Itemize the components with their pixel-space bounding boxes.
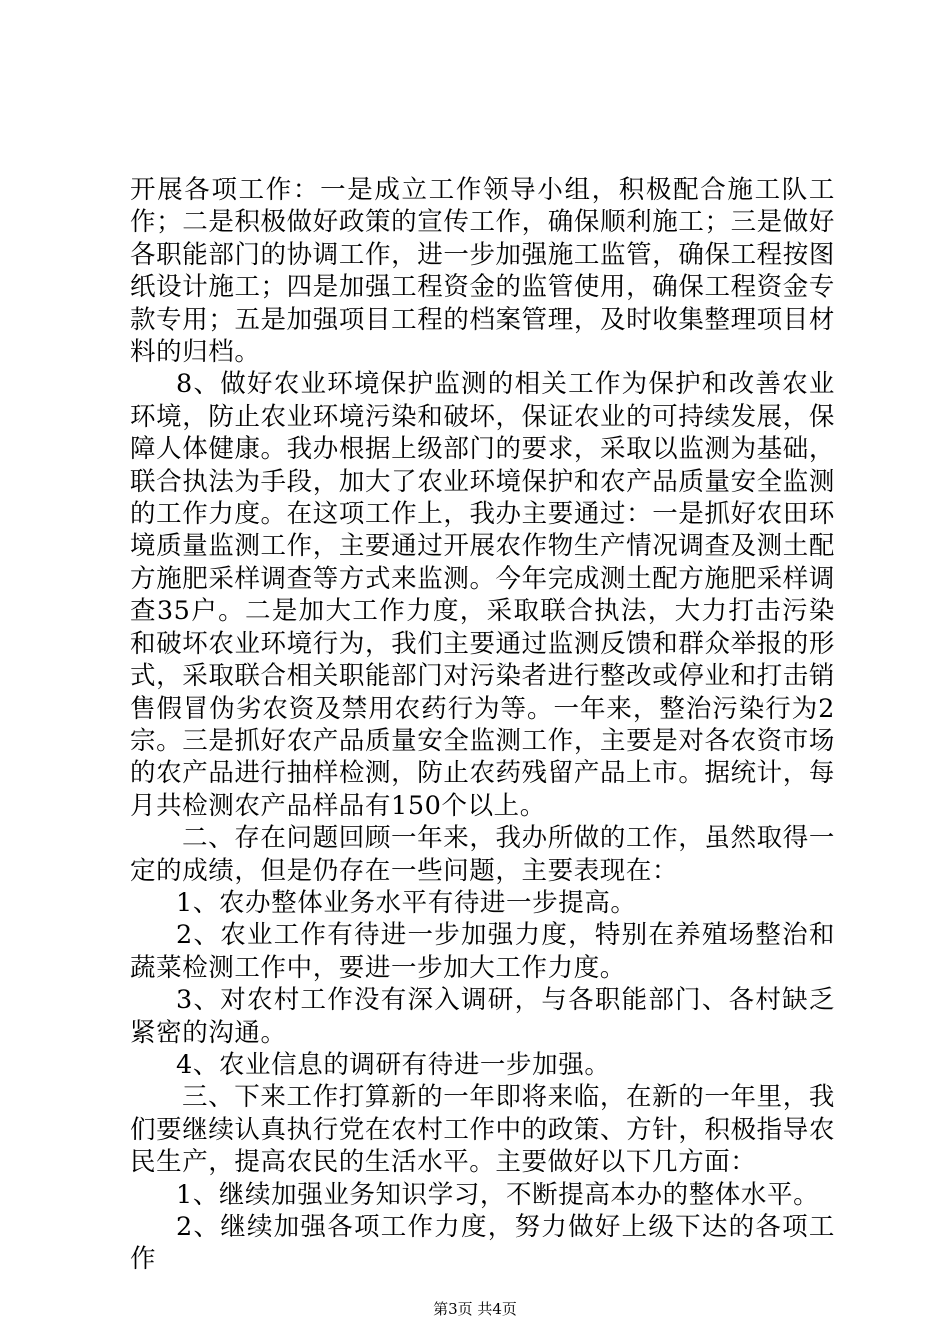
- paragraph-plan-2: 2、继续加强各项工作力度，努力做好上级下达的各项工作: [130, 1212, 835, 1275]
- paragraph-project-work: 开展各项工作：一是成立工作领导小组，积极配合施工队工作；二是积极做好政策的宣传工作，确保顺利施工；三是做好各职能部门的协调工作，进一步加强施工监管，确保工程按图纸设计施工；四是加强工程资金的监管使用，确保工程资金专款专用；五是加强项目工程的档案管理，及时收集整理项目材料的归档。: [130, 175, 835, 368]
- paragraph-environment-monitoring: 8、做好农业环境保护监测的相关工作为保护和改善农业环境，防止农业环境污染和破坏，保证农业的可持续发展，保障人体健康。我办根据上级部门的要求，采取以监测为基础，联合执法为手段，加大了农业环境保护和农产品质量安全监测的工作力度。在这项工作上，我办主要通过：一是抓好农田环境质量监测工作，主要通过开展农作物生产情况调查及测土配方施肥采样调查等方式来监测。今年完成测土配方施肥采样调查35户。二是加大工作力度，采取联合执法，大力打击污染和破坏农业环境行为，我们主要通过监测反馈和群众举报的形式，采取联合相关职能部门对污染者进行整改或停业和打击销售假冒伪劣农资及禁用农药行为等。一年来，整治污染行为2宗。三是抓好农产品质量安全监测工作，主要是对各农资市场的农产品进行抽样检测，防止农药残留产品上市。据统计，每月共检测农产品样品有150个以上。: [130, 369, 835, 821]
- document-body: [130, 174, 835, 1276]
- paragraph-problem-4: 4、农业信息的调研有待进一步加强。: [176, 1049, 611, 1080]
- page-number-footer: 第3页 共4页: [433, 1300, 517, 1318]
- paragraph-problem-3: 3、对农村工作没有深入调研，与各职能部门、各村缺乏紧密的沟通。: [130, 985, 835, 1048]
- paragraph-problems-heading: 二、存在问题回顾一年来，我办所做的工作，虽然取得一定的成绩，但是仍存在一些问题，主要表现在：: [130, 823, 835, 886]
- paragraph-problem-2: 2、农业工作有待进一步加强力度，特别在养殖场整治和蔬菜检测工作中，要进一步加大工作力度。: [130, 920, 835, 983]
- paragraph-plan-1: 1、继续加强业务知识学习，不断提高本办的整体水平。: [176, 1179, 820, 1210]
- paragraph-problem-1: 1、农办整体业务水平有待进一步提高。: [176, 887, 637, 918]
- paragraph-plans-heading: 三、下来工作打算新的一年即将来临，在新的一年里，我们要继续认真执行党在农村工作中的政策、方针，积极指导农民生产，提高农民的生活水平。主要做好以下几方面：: [130, 1082, 835, 1178]
